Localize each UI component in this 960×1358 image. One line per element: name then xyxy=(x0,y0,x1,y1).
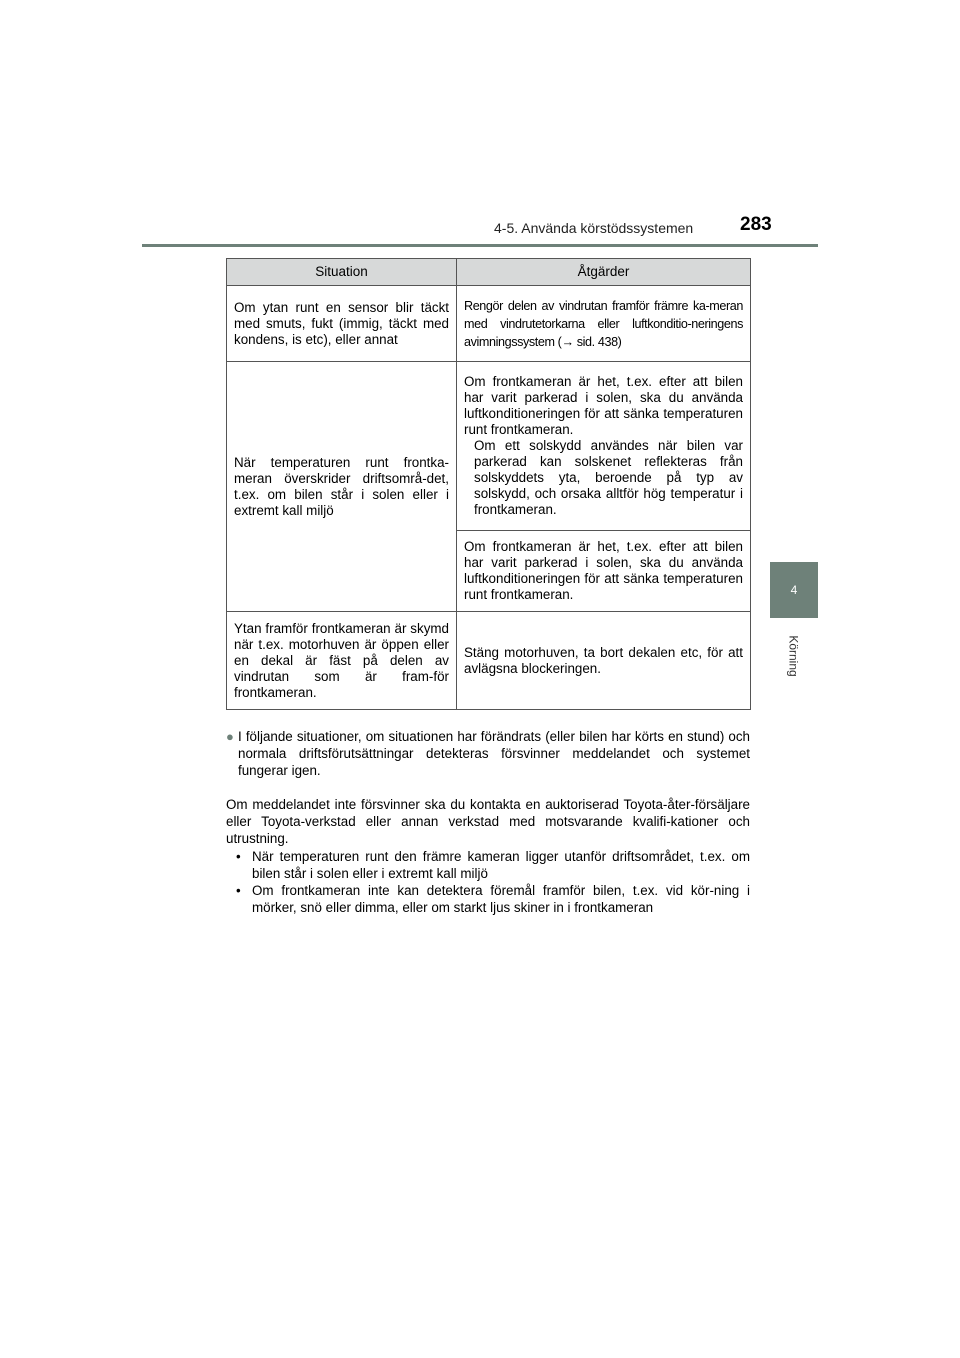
sub-list xyxy=(236,848,750,916)
action-cell: Rengör delen av vindrutan framför främre ka-meran med vindrutetorkarna eller luftkonditio-neringens avimningssystem (→ sid. 438) xyxy=(457,286,751,362)
table-row xyxy=(227,612,751,710)
chapter-label xyxy=(786,628,802,684)
list-item-text: Om frontkameran inte kan detektera föremål framför bilen, t.ex. vid kör-ning i mörker, snö eller dimma, eller om starkt ljus skiner in i frontkameran xyxy=(252,883,750,915)
column-header-situation: Situation xyxy=(227,259,457,286)
column-header-actions: Åtgärder xyxy=(457,259,751,286)
page-number: 283 xyxy=(740,214,772,235)
action-cell: Om frontkameran är het, t.ex. efter att bilen har varit parkerad i solen, ska du använda luftkonditioneringen för att sänka temperaturen runt frontkameran. xyxy=(457,531,751,612)
header-divider xyxy=(142,244,818,247)
action-cell xyxy=(457,362,751,531)
situation-cell: Om ytan runt en sensor blir täckt med smuts, fukt (immig, täckt med kondens, is etc), eller annat xyxy=(227,286,457,362)
bullet-dot-icon: • xyxy=(236,883,241,898)
action-text: Om frontkameran är het, t.ex. efter att bilen har varit parkerad i solen, ska du använda luftkonditioneringen för att sänka temperaturen runt frontkameran. xyxy=(464,374,743,437)
action-note: Om ett solskydd användes när bilen var parkerad kan solskenet reflekteras från solskyddets yta, beroende på typ av solskydd, och orsaka alltför hög temperatur i frontkameran. xyxy=(474,438,743,517)
bullet-icon: ● xyxy=(226,729,234,744)
list-item-text: När temperaturen runt den främre kameran ligger utanför driftsområdet, t.ex. om bilen står i solen eller i extremt kall miljö xyxy=(252,849,750,881)
situation-cell: Ytan framför frontkameran är skymd när t.ex. motorhuven är öppen eller en dekal är fäst på delen av vindrutan som är fram-för frontkameran. xyxy=(227,612,457,710)
situation-table xyxy=(226,258,751,710)
situation-cell: När temperaturen runt frontka-meran överskrider driftsområ-det, t.ex. om bilen står i solen eller i extremt kall miljö xyxy=(227,362,457,612)
list-item xyxy=(236,848,750,882)
table-row xyxy=(227,362,751,531)
table-row xyxy=(227,286,751,362)
action-cell: Stäng motorhuven, ta bort dekalen etc, för att avlägsna blockeringen. xyxy=(457,612,751,710)
section-title: 4-5. Använda körstödssystemen xyxy=(494,220,694,236)
bullet-paragraph-text: I följande situationer, om situationen har förändrats (eller bilen har körts en stund) och normala driftsförutsättningar detekteras försvinner meddelandet och systemet fungerar igen. xyxy=(238,729,750,778)
table-header-row xyxy=(227,259,751,286)
list-item xyxy=(236,882,750,916)
bullet-dot-icon: • xyxy=(236,849,241,864)
chapter-number: 4 xyxy=(790,583,798,597)
bullet-paragraph xyxy=(226,728,750,779)
contact-paragraph: Om meddelandet inte försvinner ska du kontakta en auktoriserad Toyota-åter-försäljare eller Toyota-verkstad eller annan verkstad med motsvarande kvalifi-kationer och utrustning. xyxy=(226,797,750,846)
chapter-tab[interactable] xyxy=(770,562,818,618)
chapter-name: Körning xyxy=(787,635,801,677)
